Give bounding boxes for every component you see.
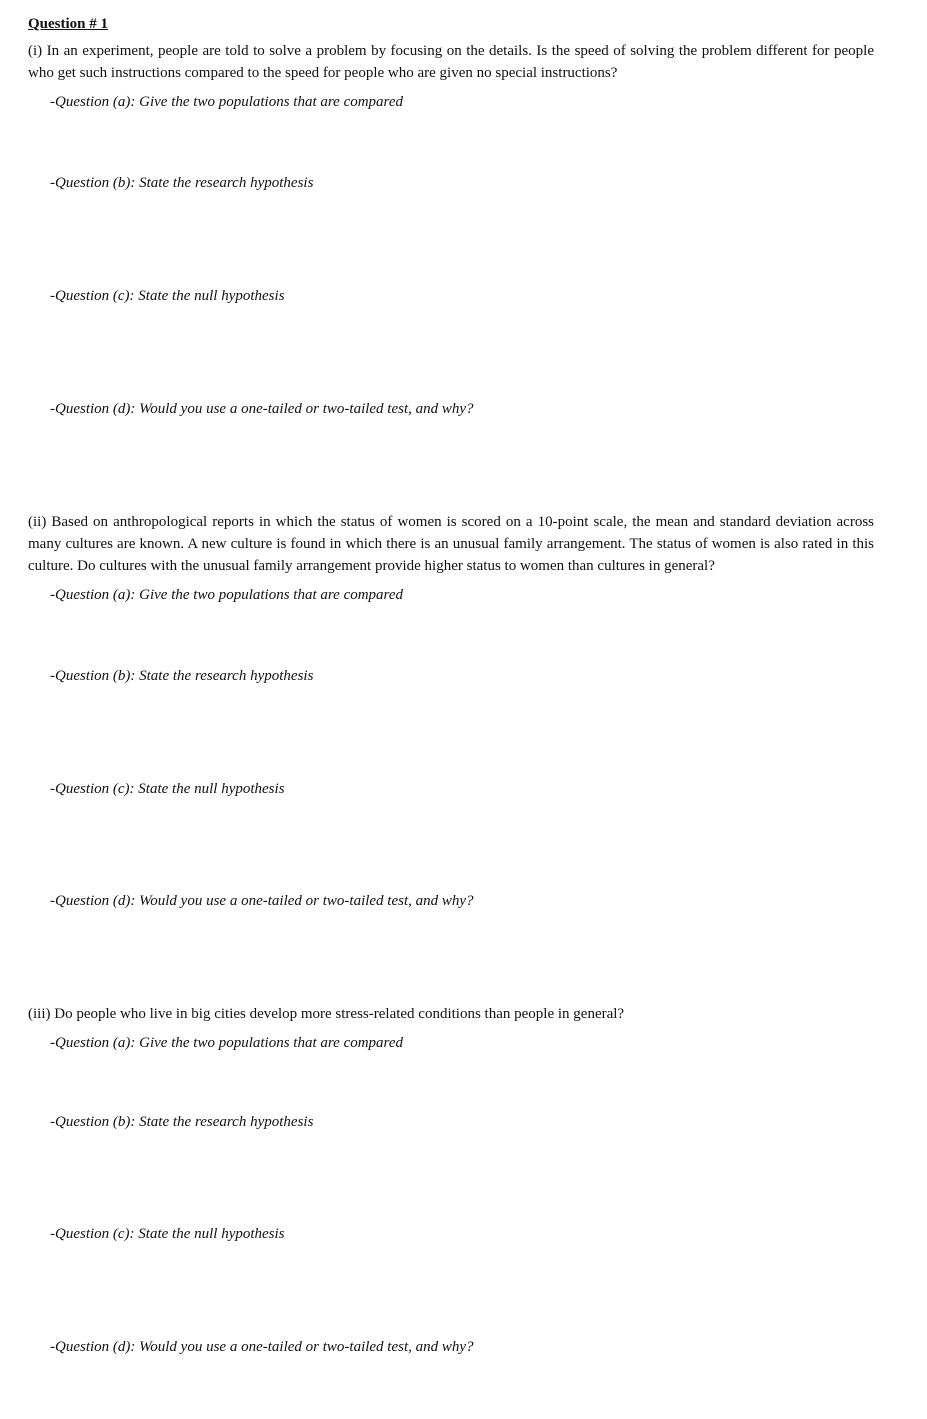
problem-2-question-b: -Question (b): State the research hypothesis: [50, 668, 314, 684]
problem-3-question-c: -Question (c): State the null hypothesis: [50, 1226, 285, 1242]
problem-3-question-a: -Question (a): Give the two populations that are compared: [50, 1035, 403, 1051]
problem-1-question-b: -Question (b): State the research hypothesis: [50, 175, 314, 191]
problem-2-question-c: -Question (c): State the null hypothesis: [50, 781, 285, 797]
problem-3-question-b: -Question (b): State the research hypothesis: [50, 1114, 314, 1130]
problem-1-question-a: -Question (a): Give the two populations that are compared: [50, 94, 403, 110]
problem-2-question-d: -Question (d): Would you use a one-tailed or two-tailed test, and why?: [50, 893, 474, 909]
problem-1-prompt: (i) In an experiment, people are told to solve a problem by focusing on the details. Is the speed of solving the problem different for people who get such instructions compared to the speed for people who are given no special instructions?: [28, 43, 874, 81]
page-title: Question # 1: [28, 16, 109, 32]
problem-2-prompt: (ii) Based on anthropological reports in which the status of women is scored on a 10-point scale, the mean and standard deviation across many cultures are known. A new culture is found in which there is an unusual family arrangement. The status of women is also rated in this culture. Do cultures with the unusual family arrangement provide higher status to women than cultures in general?: [28, 514, 874, 574]
problem-2-question-a: -Question (a): Give the two populations that are compared: [50, 587, 403, 603]
problem-3-prompt: (iii) Do people who live in big cities develop more stress-related conditions than people in general?: [28, 1006, 625, 1022]
problem-1-question-c: -Question (c): State the null hypothesis: [50, 288, 285, 304]
problem-3-question-d: -Question (d): Would you use a one-tailed or two-tailed test, and why?: [50, 1339, 474, 1355]
problem-1-question-d: -Question (d): Would you use a one-tailed or two-tailed test, and why?: [50, 401, 474, 417]
